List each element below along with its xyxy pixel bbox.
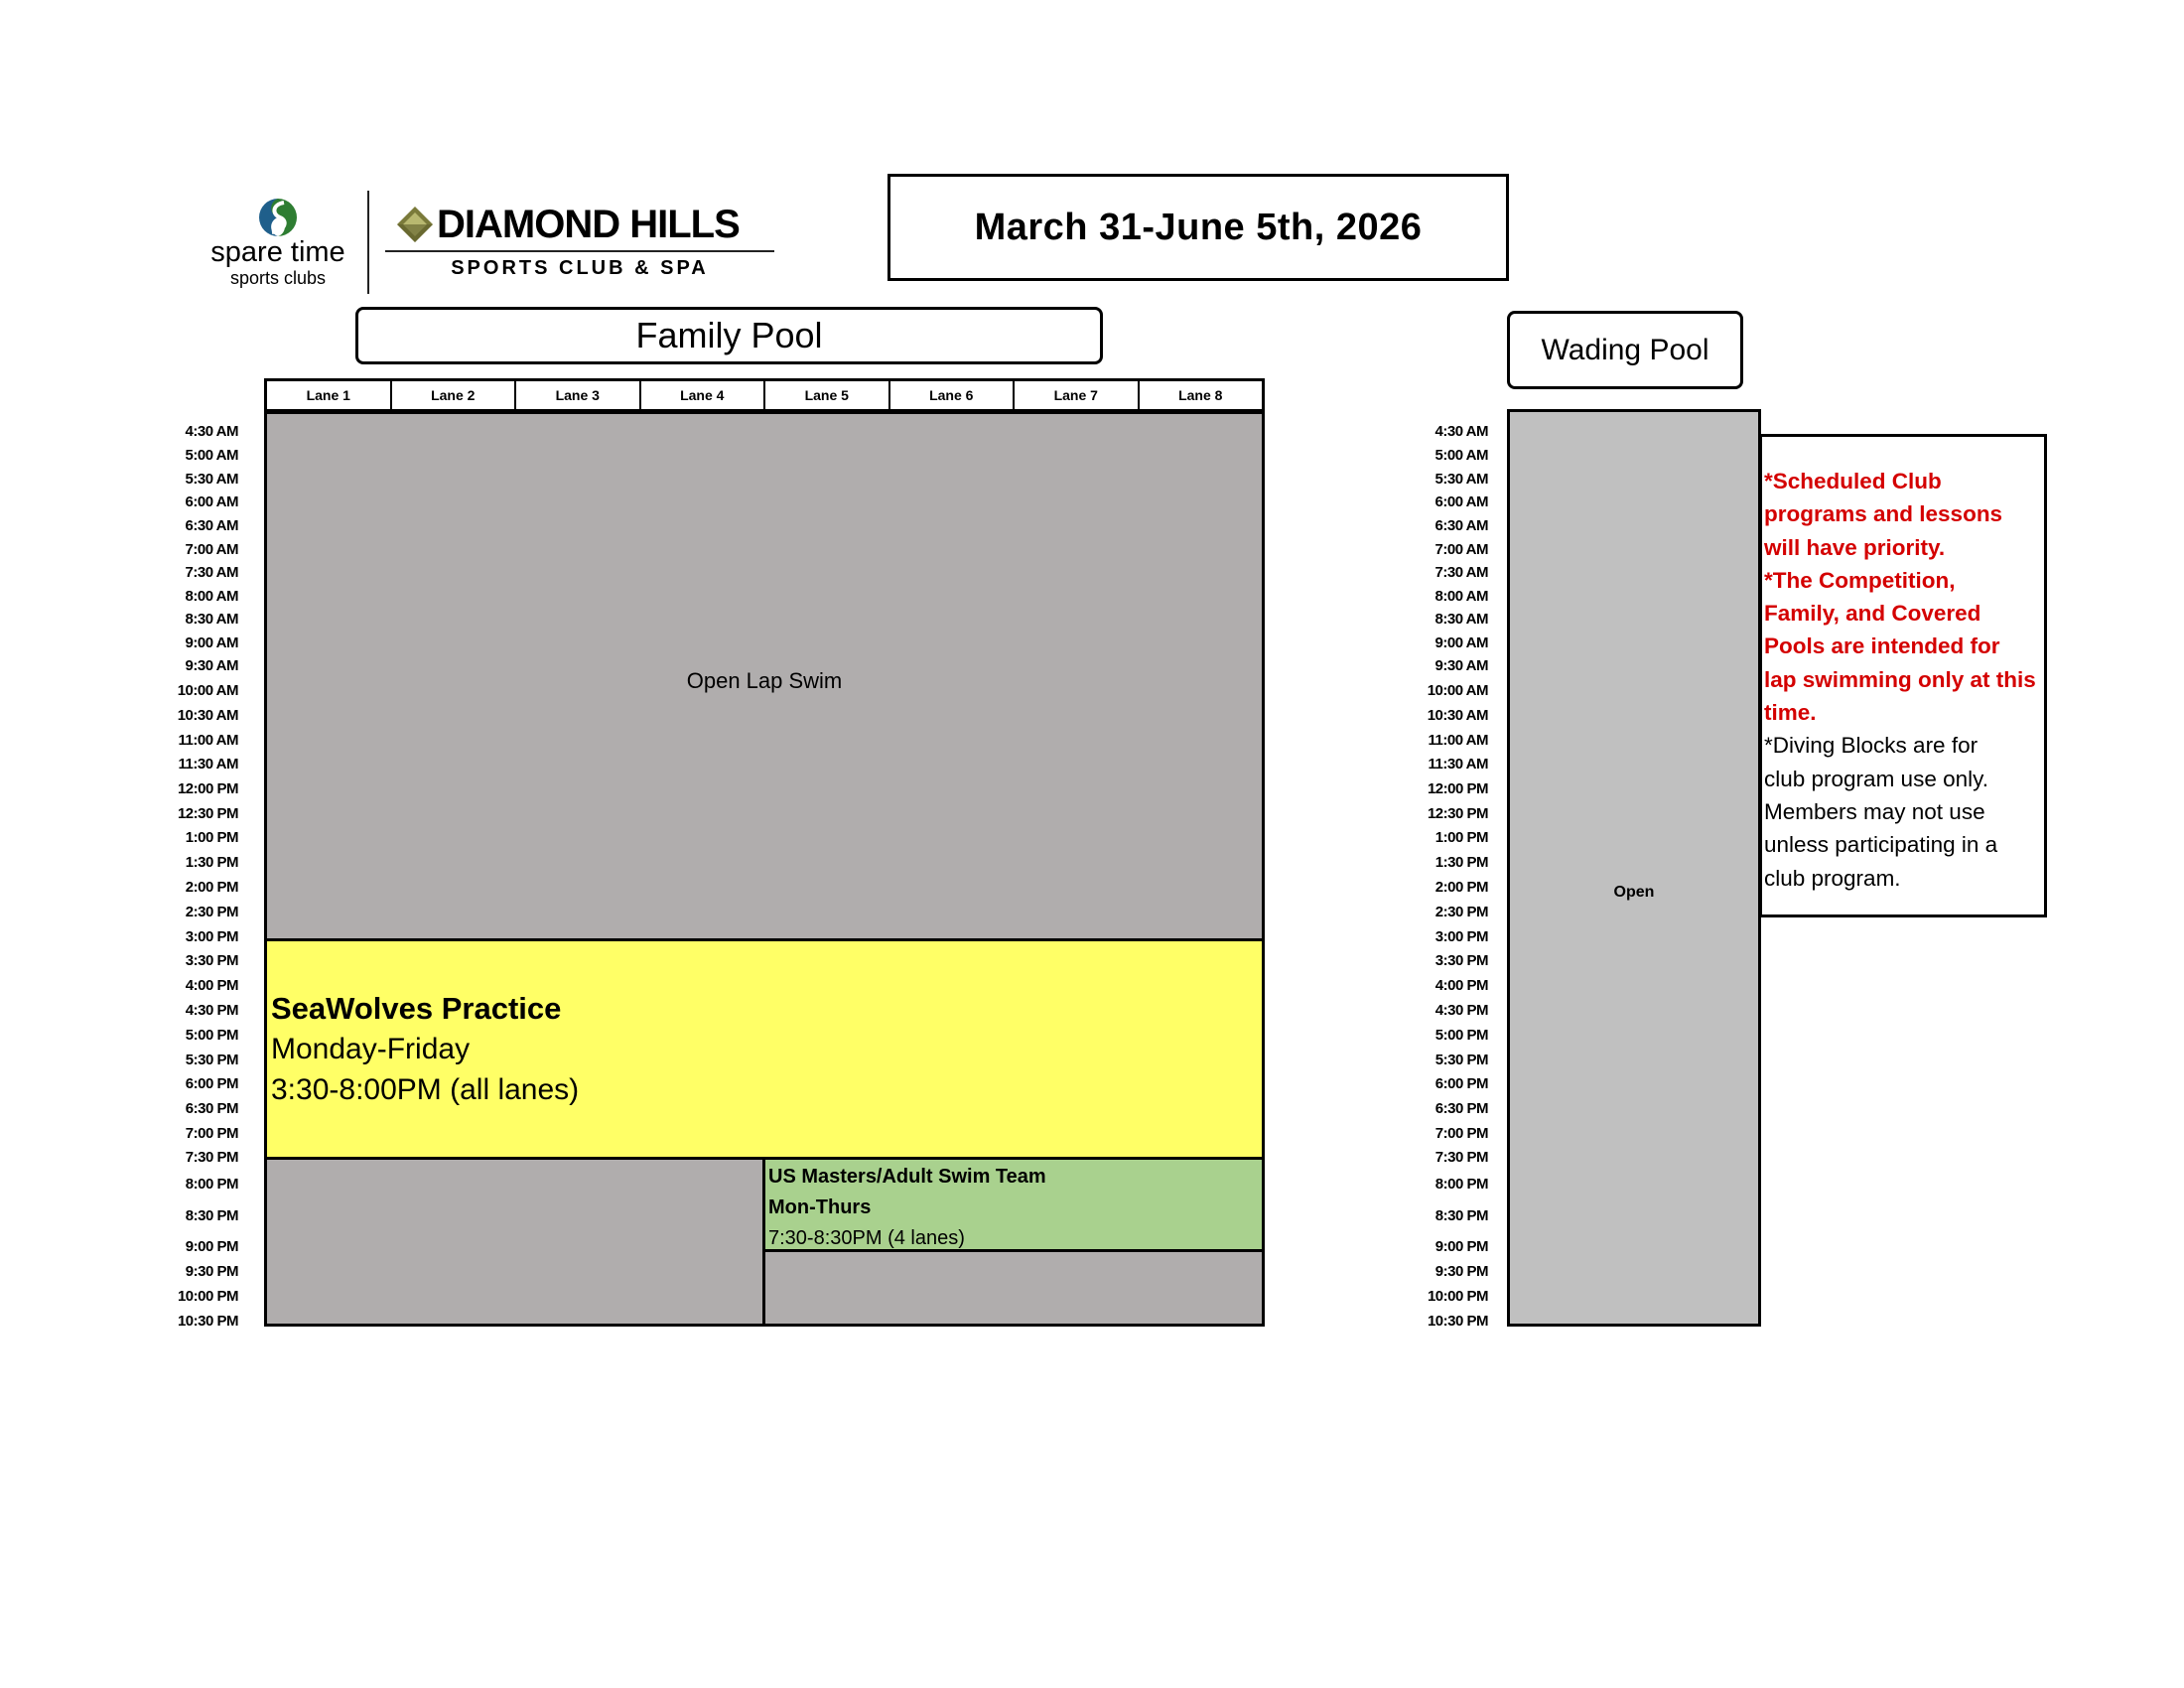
time-label: 10:00 PM [1427,1288,1488,1305]
time-label: 10:00 AM [1427,682,1488,699]
time-label: 1:30 PM [185,854,238,871]
time-label: 8:00 PM [185,1176,238,1193]
wading-pool-schedule [1507,409,1761,1327]
time-label: 2:00 PM [1434,879,1488,896]
time-label: 12:30 PM [1427,805,1488,822]
spare-time-s-mark-icon [258,197,298,238]
spare-time-logo [199,195,357,294]
time-label: 11:00 AM [178,732,238,749]
wading-pool-status: Open [1613,884,1655,901]
time-label: 8:00 AM [185,588,238,605]
note-line: Pools are intended for [1764,633,2000,659]
time-label: 5:30 AM [1434,471,1488,488]
open-lap-swim-block [264,411,1265,941]
lane-header-6: Lane 6 [888,381,1014,409]
time-label: 10:00 PM [177,1288,238,1305]
time-label: 4:30 AM [1434,423,1488,440]
time-label: 11:00 AM [1428,732,1488,749]
time-label: 8:30 PM [185,1207,238,1224]
note-line: club program use only. [1764,766,1988,791]
logo-divider [367,191,369,294]
time-label: 9:30 AM [185,657,238,674]
time-label: 7:30 AM [1434,564,1488,581]
time-label: 8:30 PM [1434,1207,1488,1224]
lane-header-5: Lane 5 [763,381,888,409]
wading-pool-title-text: Wading Pool [1541,333,1709,366]
time-label: 6:00 AM [185,493,238,510]
masters-days: Mon-Thurs [768,1196,872,1218]
note-line: Family, and Covered [1764,601,1981,627]
time-label: 12:00 PM [177,780,238,797]
time-label: 7:00 PM [185,1125,238,1142]
note-line: time. [1764,700,1817,726]
lane-header [264,378,1265,412]
time-label: 2:30 PM [1434,904,1488,920]
time-label: 7:30 PM [1434,1149,1488,1166]
note-line: *Scheduled Club [1764,469,1942,493]
note-line: programs and lessons [1764,501,2003,527]
time-label: 7:00 PM [1434,1125,1488,1142]
note-line: unless participating in a [1764,832,1998,858]
time-label: 7:30 PM [185,1149,238,1166]
time-label: 3:30 PM [1434,952,1488,969]
time-label: 4:00 PM [1434,977,1488,994]
time-label: 10:00 AM [177,682,238,699]
time-label: 5:30 PM [185,1052,238,1068]
time-label: 9:30 PM [185,1263,238,1280]
open-lap-swim-label: Open Lap Swim [686,668,843,693]
spare-time-subtitle: sports clubs [229,268,327,288]
time-label: 8:00 PM [1434,1176,1488,1193]
time-label: 6:30 PM [185,1100,238,1117]
note-line: club program. [1764,865,1901,891]
time-label: 10:30 PM [177,1313,238,1330]
notes-box [1759,434,2047,917]
note-line: will have priority. [1764,534,1946,560]
time-label: 7:00 AM [1434,541,1488,558]
wading-pool-title [1507,311,1743,389]
time-label: 11:30 AM [178,756,238,773]
time-label: 10:30 AM [177,707,238,724]
evening-lanes-1-4-block [264,1157,765,1327]
time-label: 2:00 PM [185,879,238,896]
time-label: 9:30 AM [1434,657,1488,674]
diamond-hills-name: DIAMOND HILLS [437,203,740,246]
time-label: 5:00 AM [1434,447,1488,464]
time-label: 10:30 PM [1427,1313,1488,1330]
lane-header-3: Lane 3 [514,381,639,409]
time-label: 3:00 PM [185,928,238,945]
time-label: 5:30 PM [1434,1052,1488,1068]
note-line: lap swimming only at this [1764,666,2036,692]
time-label: 4:30 PM [185,1002,238,1019]
lane-header-8: Lane 8 [1138,381,1263,409]
time-label: 4:30 AM [185,423,238,440]
seawolves-time: 3:30-8:00PM (all lanes) [271,1073,580,1106]
time-label: 1:30 PM [1434,854,1488,871]
time-label: 4:00 PM [185,977,238,994]
time-label: 6:00 PM [1434,1075,1488,1092]
time-label: 9:30 PM [1434,1263,1488,1280]
time-label: 6:30 AM [1434,517,1488,534]
time-label: 1:00 PM [1434,829,1488,846]
time-label: 7:30 AM [185,564,238,581]
time-label: 10:30 AM [1427,707,1488,724]
note-line: Members may not use [1764,798,1985,824]
note-line: *Diving Blocks are for [1764,733,1979,759]
date-range-box [887,174,1509,281]
diamond-hills-subtitle: SPORTS CLUB & SPA [451,257,709,279]
time-label: 12:30 PM [177,805,238,822]
seawolves-days: Monday-Friday [271,1033,471,1065]
masters-time: 7:30-8:30PM (4 lanes) [768,1227,965,1249]
time-label: 9:00 AM [185,634,238,651]
time-label: 8:30 AM [1434,611,1488,628]
time-label: 5:00 PM [185,1027,238,1044]
time-label: 5:30 AM [185,471,238,488]
time-label: 9:00 PM [1434,1238,1488,1255]
spare-time-name: spare time [210,236,345,268]
lane-header-7: Lane 7 [1013,381,1138,409]
seawolves-title: SeaWolves Practice [271,991,562,1026]
late-evening-lanes-5-8-block [762,1249,1265,1327]
time-label: 6:00 PM [185,1075,238,1092]
family-pool-title-text: Family Pool [635,315,823,355]
time-label: 1:00 PM [185,829,238,846]
note-line: *The Competition, [1764,567,1956,593]
time-label: 2:30 PM [185,904,238,920]
family-pool-schedule [264,411,1265,1327]
family-pool-title [355,307,1103,364]
time-label: 8:00 AM [1434,588,1488,605]
time-label: 3:00 PM [1434,928,1488,945]
lane-header-2: Lane 2 [390,381,515,409]
lane-header-1: Lane 1 [306,387,350,403]
time-label: 5:00 AM [185,447,238,464]
time-label: 3:30 PM [185,952,238,969]
diamond-hills-rule [385,250,774,252]
masters-title: US Masters/Adult Swim Team [768,1166,1046,1188]
seawolves-practice-block [264,938,1265,1160]
time-label: 4:30 PM [1434,1002,1488,1019]
date-range: March 31-June 5th, 2026 [974,206,1423,248]
time-label: 9:00 AM [1434,634,1488,651]
us-masters-block [762,1157,1265,1252]
time-label: 6:00 AM [1434,493,1488,510]
diamond-icon [395,205,435,244]
time-label: 11:30 AM [1428,756,1488,773]
time-label: 12:00 PM [1427,780,1488,797]
time-label: 7:00 AM [185,541,238,558]
lane-header-4: Lane 4 [639,381,764,409]
time-label: 6:30 PM [1434,1100,1488,1117]
time-label: 8:30 AM [185,611,238,628]
time-label: 5:00 PM [1434,1027,1488,1044]
time-label: 9:00 PM [185,1238,238,1255]
time-label: 6:30 AM [185,517,238,534]
